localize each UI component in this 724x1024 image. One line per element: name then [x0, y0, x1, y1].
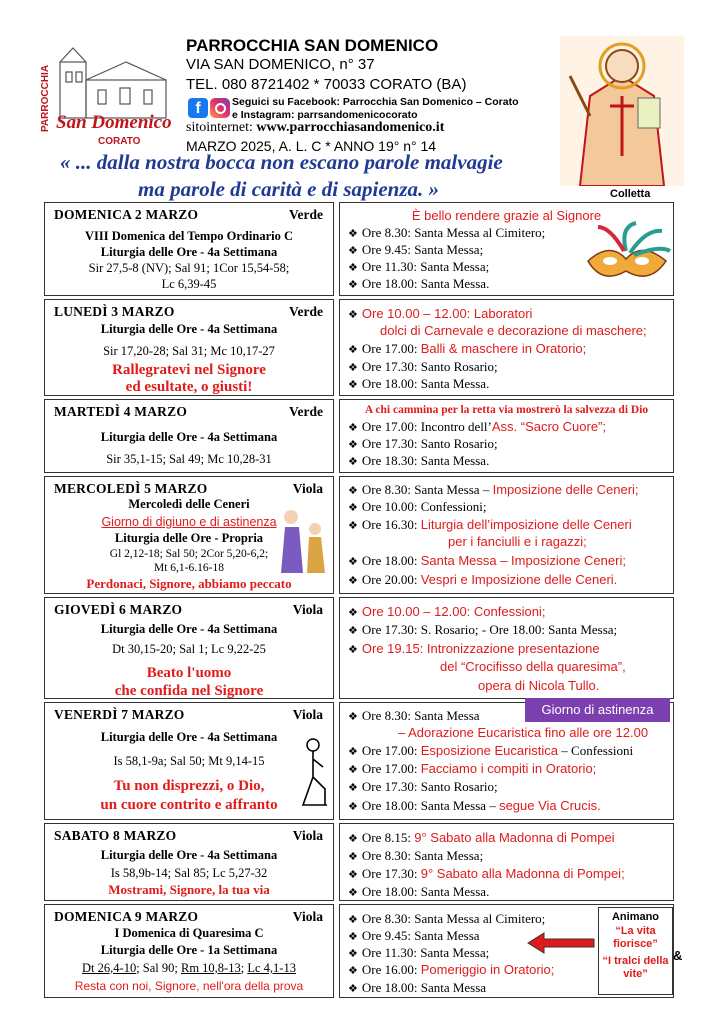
psalm-line: Perdonaci, Signore, abbiamo peccato [86, 576, 292, 591]
event-line: ❖ Ore 8.30: Santa Messa al Cimitero; [348, 225, 546, 240]
event-line: ❖ Ore 8.30: Santa Messa [348, 708, 480, 723]
liturgy-hours: Liturgia delle Ore - 4a Settimana [100, 322, 278, 336]
event-line-cont: – Adorazione Eucaristica fino alle ore 12.00 [398, 725, 649, 740]
readings-2: Lc 6,39-45 [161, 277, 217, 291]
day-left-cell [44, 823, 334, 901]
day-right-cell [339, 399, 674, 473]
readings: Is 58,1-9a; Sal 50; Mt 9,14-15 [113, 754, 265, 768]
parish-title: PARROCCHIA SAN DOMENICO [186, 36, 439, 55]
event-line: ❖ Ore 10.00 – 12.00: Confessioni; [348, 604, 546, 619]
fasting-note: Giorno di digiuno e di astinenza [101, 515, 277, 529]
website-label: sitointernet: [186, 120, 257, 135]
event-line: ❖ Ore 9.45: Santa Messa [348, 928, 480, 943]
day-name: MARTEDÌ 4 MARZO [54, 404, 188, 419]
liturgical-color: Verde [289, 304, 323, 319]
event-line: ❖ Ore 18.00: Santa Messa – Imposizione Ceneri; [348, 553, 626, 568]
day-name: DOMENICA 2 MARZO [54, 207, 199, 222]
animano-group-1: “La vita fiorisce” [613, 925, 658, 950]
liturgical-color: Viola [292, 909, 323, 924]
website-line [186, 120, 444, 136]
day-motto: A chi cammina per la retta via mostrerò la salvezza di Dio [364, 404, 649, 416]
day-row-wednesday-5 [44, 476, 674, 594]
day-name: LUNEDÌ 3 MARZO [54, 304, 175, 319]
readings-2: Mt 6,1-6.16-18 [154, 562, 224, 574]
readings: Sir 27,5-8 (NV); Sal 91; 1Cor 15,54-58; [88, 261, 290, 275]
liturgical-color: Viola [292, 481, 323, 496]
facebook-text: Seguici su Facebook: Parrocchia San Domenico – Corato [232, 96, 519, 108]
event-line: ❖ Ore 16.00: Pomeriggio in Oratorio; [348, 962, 555, 977]
day-motto: È bello rendere grazie al Signore [411, 208, 602, 223]
abstinence-badge: Giorno di astinenza [525, 698, 670, 722]
animano-box [598, 907, 673, 995]
day-name: SABATO 8 MARZO [54, 828, 177, 843]
carnival-mask-image [580, 221, 672, 293]
liturgical-color: Viola [292, 707, 323, 722]
readings: Dt 30,15-20; Sal 1; Lc 9,22-25 [112, 642, 266, 656]
psalm-line-2: un cuore contrito e affranto [100, 797, 278, 813]
psalm-line-1: Tu non disprezzi, o Dio, [113, 778, 265, 794]
event-line: ❖ Ore 17.30: Santo Rosario; [348, 779, 498, 794]
day-name: GIOVEDÌ 6 MARZO [54, 602, 183, 617]
day-right-cell [339, 823, 674, 901]
event-line: ❖ Ore 9.45: Santa Messa; [348, 242, 484, 257]
colletta-label: Colletta [610, 188, 651, 200]
liturgy-hours: Liturgia delle Ore - 4a Settimana [100, 245, 278, 259]
event-line: ❖ Ore 18.00: Santa Messa. [348, 276, 490, 291]
readings: Gl 2,12-18; Sal 50; 2Cor 5,20-6,2; [109, 548, 269, 560]
christ-image [560, 36, 684, 186]
liturgy-hours: Liturgia delle Ore - 4a Settimana [100, 848, 278, 862]
parish-address: VIA SAN DOMENICO, n° 37 [186, 56, 375, 73]
kneeling-figure-image [299, 737, 333, 809]
psalm-line-2: che confida nel Signore [114, 683, 264, 699]
day-row-tuesday-4 [44, 399, 674, 473]
event-line-cont: opera di Nicola Tullo. [478, 678, 600, 693]
animano-title: Animano [611, 911, 660, 923]
liturgy-hours: Liturgia delle Ore - 1a Settimana [100, 943, 278, 957]
day-left-cell [44, 299, 334, 396]
parish-phone: TEL. 080 8721402 * 70033 CORATO (BA) [186, 76, 467, 93]
day-left-cell [44, 597, 334, 699]
liturgy-hours: Liturgia delle Ore - Propria [114, 531, 264, 545]
event-line: ❖ Ore 10.00 – 12.00: Laboratori [348, 306, 533, 321]
liturgy-hours: Liturgia delle Ore - 4a Settimana [100, 430, 278, 444]
liturgical-color: Verde [289, 404, 323, 419]
day-left-cell [44, 476, 334, 594]
instagram-text: e Instagram: parrsandomenicocorato [232, 109, 418, 121]
liturgical-color: Viola [292, 602, 323, 617]
red-arrow-icon [526, 931, 596, 955]
animano-ampersand: & [673, 948, 683, 963]
instagram-icon[interactable] [210, 98, 230, 118]
day-left-cell [44, 202, 334, 296]
event-line: ❖ Ore 17.00: Esposizione Eucaristica – Confessioni [348, 743, 634, 758]
day-subtitle: Mercoledì delle Ceneri [128, 497, 250, 511]
liturgical-color: Viola [292, 828, 323, 843]
liturgy-hours: Liturgia delle Ore - 4a Settimana [100, 622, 278, 636]
parish-logo [38, 40, 176, 150]
event-line: ❖ Ore 10.00: Confessioni; [348, 499, 487, 514]
event-line: ❖ Ore 18.30: Santa Messa. [348, 453, 490, 468]
event-line: ❖ Ore 18.00: Santa Messa – segue Via Crucis. [348, 798, 601, 813]
liturgical-color: Verde [289, 207, 323, 222]
logo-city-text: CORATO [98, 136, 141, 147]
day-name: DOMENICA 9 MARZO [54, 909, 199, 924]
event-line: ❖ Ore 18.00: Santa Messa [348, 980, 487, 995]
event-line: ❖ Ore 20.00: Vespri e Imposizione delle Ceneri. [348, 572, 618, 587]
event-line: ❖ Ore 17.00: Balli & maschere in Oratorio; [348, 341, 587, 356]
day-subtitle: VIII Domenica del Tempo Ordinario C [84, 229, 293, 243]
event-line: ❖ Ore 19.15: Intronizzazione presentazione [348, 641, 600, 656]
ash-wednesday-image [273, 503, 331, 575]
day-left-cell [44, 702, 334, 820]
event-line: ❖ Ore 18.00: Santa Messa. [348, 884, 490, 899]
event-line-cont: per i fanciulli e i ragazzi; [448, 534, 587, 549]
liturgy-hours: Liturgia delle Ore - 4a Settimana [100, 730, 278, 744]
psalm-line: Mostrami, Signore, la tua via [108, 882, 270, 897]
day-row-saturday-8 [44, 823, 674, 901]
event-line: ❖ Ore 11.30: Santa Messa; [348, 259, 490, 274]
day-right-cell [339, 476, 674, 594]
day-row-sunday-2 [44, 202, 674, 296]
readings: Sir 35,1-15; Sal 49; Mc 10,28-31 [106, 452, 272, 466]
page-header [0, 0, 724, 205]
day-row-friday-7 [44, 702, 674, 820]
readings: Is 58,9b-14; Sal 85; Lc 5,27-32 [110, 866, 268, 880]
event-line: ❖ Ore 16.30: Liturgia dell’imposizione delle Ceneri [348, 517, 632, 532]
weekly-schedule [44, 202, 674, 998]
event-line-cont: dolci di Carnevale e decorazione di maschere; [380, 323, 647, 338]
day-name: MERCOLEDÌ 5 MARZO [54, 481, 208, 496]
event-line: ❖ Ore 8.30: Santa Messa – Imposizione delle Ceneri; [348, 482, 639, 497]
day-right-cell [339, 702, 674, 820]
animano-group-2: “I tralci della vite” [602, 955, 669, 980]
day-row-monday-3 [44, 299, 674, 396]
day-right-cell [339, 597, 674, 699]
quote-line-2: ma parole di carità e di sapienza. » [138, 177, 439, 201]
issue-line: MARZO 2025, A. L. C * ANNO 19° n° 14 [186, 138, 437, 154]
event-line-cont: del “Crocifisso della quaresima”, [440, 659, 626, 674]
logo-script-text: San Domenico [56, 112, 172, 133]
event-line: ❖ Ore 8.30: Santa Messa; [348, 848, 484, 863]
day-right-cell [339, 202, 674, 296]
event-line: ❖ Ore 17.30: Santo Rosario; [348, 436, 498, 451]
readings: Sir 17,20-28; Sal 31; Mc 10,17-27 [103, 344, 275, 358]
quote-line-1: « ... dalla nostra bocca non escano parole malvagie [60, 150, 503, 174]
psalm-line-2: ed esultate, o giusti! [125, 379, 253, 395]
event-line: ❖ Ore 11.30: Santa Messa; [348, 945, 490, 960]
day-subtitle: I Domenica di Quaresima C [114, 926, 264, 940]
event-line: ❖ Ore 8.30: Santa Messa al Cimitero; [348, 911, 546, 926]
event-line: ❖ Ore 17.00: Facciamo i compiti in Oratorio; [348, 761, 597, 776]
event-line: ❖ Ore 17.30: S. Rosario; - Ore 18.00: Santa Messa; [348, 622, 618, 637]
psalm-line-1: Beato l'uomo [146, 665, 232, 681]
event-line: ❖ Ore 17.00: Incontro dell’Ass. “Sacro Cuore”; [348, 419, 606, 434]
event-line: ❖ Ore 8.15: 9° Sabato alla Madonna di Pompei [348, 830, 615, 845]
event-line: ❖ Ore 18.00: Santa Messa. [348, 376, 490, 391]
day-row-sunday-9 [44, 904, 674, 998]
psalm-line: Resta con noi, Signore, nell'ora della prova [74, 979, 304, 993]
psalm-line-1: Rallegratevi nel Signore [112, 362, 266, 378]
day-left-cell [44, 399, 334, 473]
day-right-cell [339, 299, 674, 396]
day-left-cell [44, 904, 334, 998]
readings: Dt 26,4-10; Sal 90; Rm 10,8-13; Lc 4,1-13 [82, 961, 296, 975]
website-url[interactable]: www.parrocchiasandomenico.it [256, 120, 445, 135]
facebook-icon[interactable]: f [188, 98, 208, 118]
event-line: ❖ Ore 17.30: Santo Rosario; [348, 359, 498, 374]
logo-vertical-text: PARROCCHIA [40, 64, 51, 132]
day-row-thursday-6 [44, 597, 674, 699]
day-name: VENERDÌ 7 MARZO [54, 707, 185, 722]
event-line: ❖ Ore 17.30: 9° Sabato alla Madonna di Pompei; [348, 866, 625, 881]
